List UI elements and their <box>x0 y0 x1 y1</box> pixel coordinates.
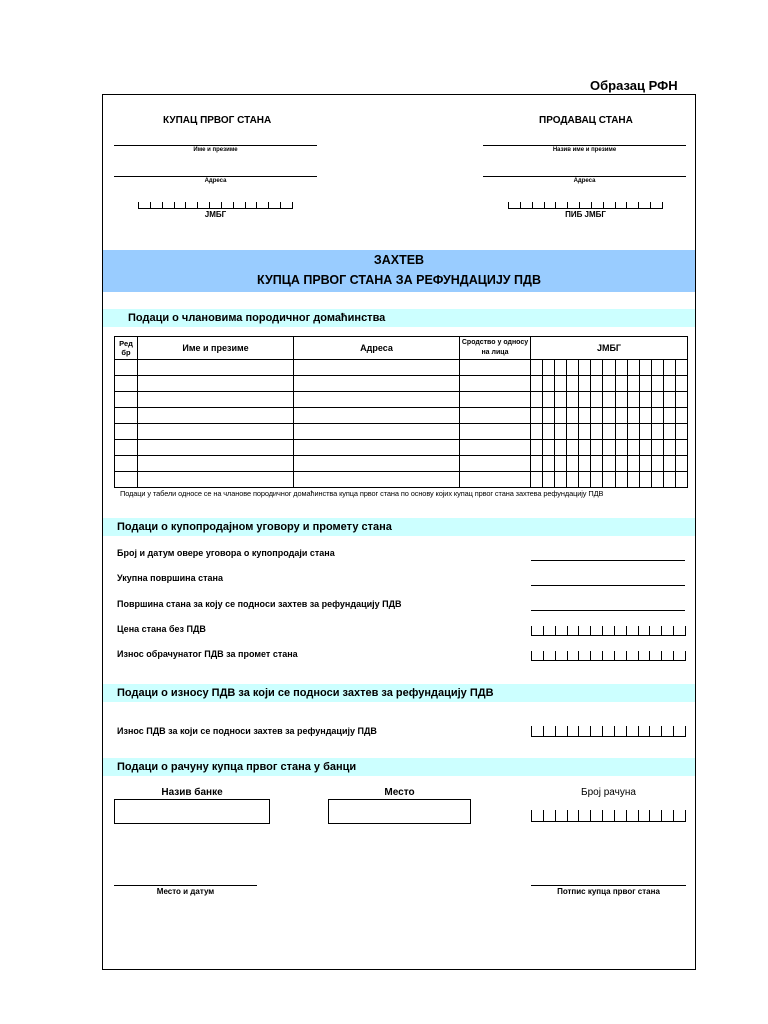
table-cell[interactable] <box>531 440 688 456</box>
jmbg-cells[interactable] <box>531 408 687 423</box>
col-no: Ред бр <box>115 337 138 360</box>
table-cell[interactable] <box>138 408 294 424</box>
jmbg-cells[interactable] <box>531 392 687 407</box>
signature-line[interactable] <box>531 885 686 886</box>
household-note: Подаци у табели односе се на чланове породичног домаћинства купца првог стана по основу којих купац првог стана захтева рефундацију ПДВ <box>120 489 604 498</box>
table-row <box>115 376 688 392</box>
buyer-name-line[interactable] <box>114 145 317 146</box>
table-row <box>115 440 688 456</box>
price-input[interactable] <box>531 626 686 636</box>
table-cell[interactable] <box>138 472 294 488</box>
jmbg-cells[interactable] <box>531 440 687 455</box>
household-table <box>114 336 688 488</box>
table-cell[interactable] <box>531 424 688 440</box>
table-cell[interactable] <box>138 392 294 408</box>
contract-date-input[interactable] <box>531 560 685 561</box>
seller-pib-jmbg-input[interactable] <box>508 202 663 209</box>
table-cell[interactable] <box>294 472 460 488</box>
table-cell[interactable] <box>460 392 531 408</box>
table-cell[interactable] <box>138 456 294 472</box>
seller-address-label: Адреса <box>573 178 596 184</box>
buyer-title: КУПАЦ ПРВОГ СТАНА <box>163 115 272 126</box>
table-cell[interactable] <box>294 456 460 472</box>
seller-name-label: Назив име и презиме <box>552 147 617 153</box>
table-cell[interactable] <box>531 360 688 376</box>
table-cell[interactable] <box>460 360 531 376</box>
table-row <box>115 472 688 488</box>
table-cell[interactable] <box>460 408 531 424</box>
table-cell[interactable] <box>138 360 294 376</box>
table-row <box>115 456 688 472</box>
table-cell[interactable] <box>115 424 138 440</box>
table-row <box>115 408 688 424</box>
table-cell[interactable] <box>115 456 138 472</box>
bank-section-title: Подаци о рачуну купца првог стана у банци <box>103 758 695 776</box>
jmbg-cells[interactable] <box>531 472 687 487</box>
signature-label: Потпис купца првог стана <box>557 887 660 896</box>
table-cell[interactable] <box>115 472 138 488</box>
place-date-label: Место и датум <box>156 887 215 896</box>
table-cell[interactable] <box>531 376 688 392</box>
vat-amount-label: Износ обрачунатог ПДВ за промет стана <box>117 649 298 659</box>
table-cell[interactable] <box>294 392 460 408</box>
table-cell[interactable] <box>294 360 460 376</box>
table-cell[interactable] <box>138 424 294 440</box>
bank-name-input[interactable] <box>114 799 270 824</box>
place-label: Место <box>384 787 415 798</box>
col-jmbg: ЈМБГ <box>531 337 688 360</box>
table-cell[interactable] <box>531 456 688 472</box>
bank-name-label: Назив банке <box>161 787 223 798</box>
household-section-title: Подаци о члановима породичног домаћинства <box>103 309 695 327</box>
table-cell[interactable] <box>460 472 531 488</box>
account-label: Број рачуна <box>581 787 636 798</box>
jmbg-cells[interactable] <box>531 424 687 439</box>
place-date-line[interactable] <box>114 885 257 886</box>
table-cell[interactable] <box>115 392 138 408</box>
buyer-jmbg-label: ЈМБГ <box>204 210 227 219</box>
table-cell[interactable] <box>115 408 138 424</box>
total-area-label: Укупна површина стана <box>117 573 223 583</box>
jmbg-cells[interactable] <box>531 456 687 471</box>
table-cell[interactable] <box>460 424 531 440</box>
vat-amount-input[interactable] <box>531 651 686 661</box>
vat-section-title: Подаци о износу ПДВ за који се подноси захтев за рефундацију ПДВ <box>103 684 695 702</box>
title-line-2: КУПЦА ПРВОГ СТАНА ЗА РЕФУНДАЦИЈУ ПДВ <box>257 273 541 287</box>
seller-name-line[interactable] <box>483 145 686 146</box>
seller-id-label: ПИБ ЈМБГ <box>565 210 606 219</box>
table-cell[interactable] <box>138 376 294 392</box>
seller-title: ПРОДАВАЦ СТАНА <box>539 115 633 126</box>
jmbg-cells[interactable] <box>531 376 687 391</box>
seller-address-line[interactable] <box>483 176 686 177</box>
table-cell[interactable] <box>531 392 688 408</box>
table-row <box>115 360 688 376</box>
claim-area-input[interactable] <box>531 610 685 611</box>
table-cell[interactable] <box>115 376 138 392</box>
claim-area-label: Површина стана за коју се подноси захтев за рефундацију ПДВ <box>117 599 402 609</box>
table-cell[interactable] <box>531 472 688 488</box>
table-cell[interactable] <box>115 360 138 376</box>
table-row <box>115 424 688 440</box>
title-line-1: ЗАХТЕВ <box>373 253 425 267</box>
price-label: Цена стана без ПДВ <box>117 624 206 634</box>
buyer-jmbg-input[interactable] <box>138 202 293 209</box>
col-relation: Сродство у односу на лица <box>460 337 531 360</box>
col-name: Име и презиме <box>138 337 294 360</box>
total-area-input[interactable] <box>531 585 685 586</box>
jmbg-cells[interactable] <box>531 360 687 375</box>
form-code: Образац РФН <box>590 78 678 93</box>
table-cell[interactable] <box>115 440 138 456</box>
table-cell[interactable] <box>531 408 688 424</box>
buyer-address-label: Адреса <box>204 178 227 184</box>
place-input[interactable] <box>328 799 471 824</box>
contract-section-title: Подаци о купопродајном уговору и промету стана <box>103 518 695 536</box>
table-cell[interactable] <box>460 456 531 472</box>
table-cell[interactable] <box>294 408 460 424</box>
table-cell[interactable] <box>294 424 460 440</box>
vat-claim-label: Износ ПДВ за који се подноси захтев за рефундацију ПДВ <box>117 726 377 736</box>
table-cell[interactable] <box>294 376 460 392</box>
form-title <box>103 250 695 292</box>
table-cell[interactable] <box>138 440 294 456</box>
account-input[interactable] <box>531 810 686 822</box>
table-row <box>115 392 688 408</box>
contract-date-label: Број и датум овере уговора о купопродаји стана <box>117 548 335 558</box>
table-cell[interactable] <box>460 376 531 392</box>
buyer-address-line[interactable] <box>114 176 317 177</box>
table-cell[interactable] <box>294 440 460 456</box>
table-cell[interactable] <box>460 440 531 456</box>
col-address: Адреса <box>294 337 460 360</box>
buyer-name-label: Име и презиме <box>193 147 238 153</box>
vat-claim-input[interactable] <box>531 726 686 737</box>
